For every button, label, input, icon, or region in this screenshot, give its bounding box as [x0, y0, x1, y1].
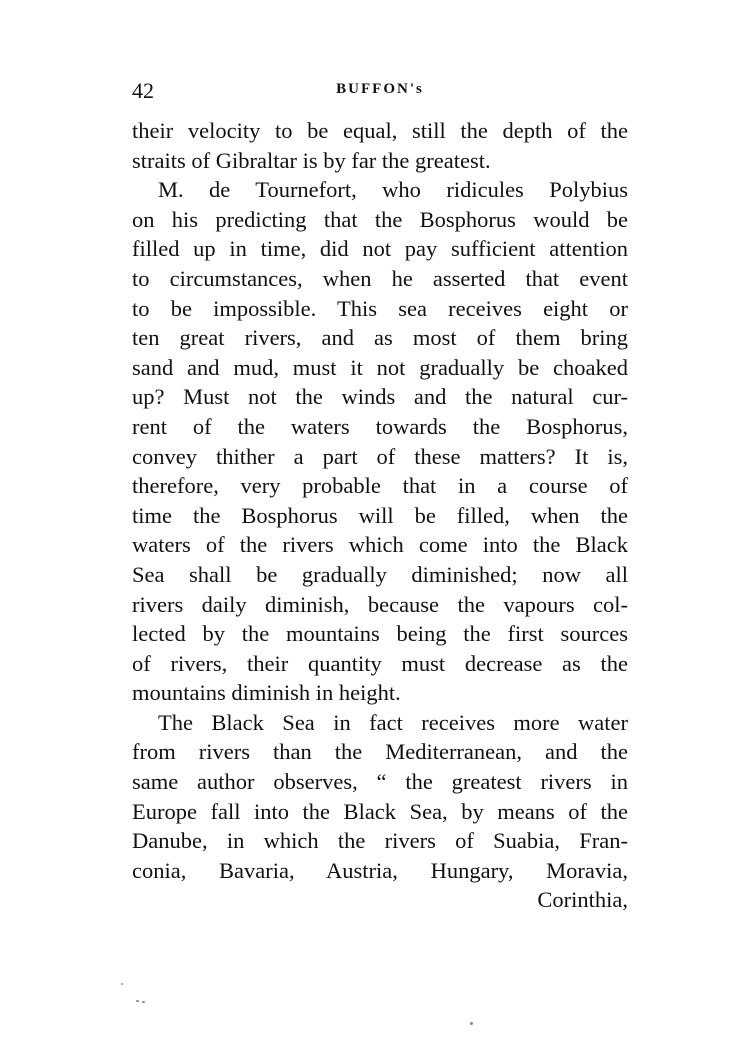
text-line: their velocity to be equal, still the depth of the [132, 118, 628, 143]
paragraph-start-line: The Black Sea in fact receives more water [158, 709, 628, 735]
text-line: time the Bosphorus will be filled, when the [132, 502, 628, 528]
text-line: of rivers, their quantity must decrease as the [132, 650, 628, 676]
text-line: straits of Gibraltar is by far the greatest. [132, 147, 491, 173]
text-line: to be impossible. This sea receives eight or [132, 295, 628, 321]
catchword: Corinthia, [537, 887, 628, 913]
text-line: Europe fall into the Black Sea, by means of the [132, 798, 628, 824]
text-line: Sea shall be gradually diminished; now all [132, 561, 628, 587]
text-line: therefore, very probable that in a course of [132, 473, 628, 499]
text-line: conia, Bavaria, Austria, Hungary, Moravia, [132, 857, 628, 883]
text-line: lected by the mountains being the first sources [132, 621, 628, 647]
text-line: from rivers than the Mediterranean, and the [132, 739, 628, 765]
text-line: waters of the rivers which come into the Black [132, 532, 628, 558]
text-line: on his predicting that the Bosphorus would be [132, 206, 628, 232]
page-number: 42 [132, 78, 154, 103]
text-line: ten great rivers, and as most of them bring [132, 325, 628, 351]
text-line: Danube, in which the rivers of Suabia, Fran- [132, 828, 628, 854]
text-line: filled up in time, did not pay sufficient attention [132, 236, 628, 262]
running-head: BUFFON's [336, 81, 424, 97]
paragraph-start-line: M. de Tournefort, who ridicules Polybius [158, 177, 628, 203]
page-header [132, 78, 628, 104]
text-line: mountains diminish in height. [132, 680, 401, 706]
text-line: rivers daily diminish, because the vapours col- [132, 591, 628, 617]
text-line: to circumstances, when he asserted that event [132, 265, 628, 291]
text-line: rent of the waters towards the Bosphorus, [132, 413, 628, 439]
text-line: up? Must not the winds and the natural cur- [132, 384, 628, 410]
text-line: sand and mud, must it not gradually be choaked [132, 354, 628, 380]
text-line: convey thither a part of these matters? It is, [132, 443, 628, 469]
paper-speck [121, 983, 123, 985]
paper-speck [136, 1000, 139, 1002]
text-line: same author observes, “ the greatest rivers in [132, 769, 628, 795]
body-text [132, 116, 628, 915]
paper-speck [470, 1022, 473, 1025]
paper-speck [142, 1001, 145, 1003]
